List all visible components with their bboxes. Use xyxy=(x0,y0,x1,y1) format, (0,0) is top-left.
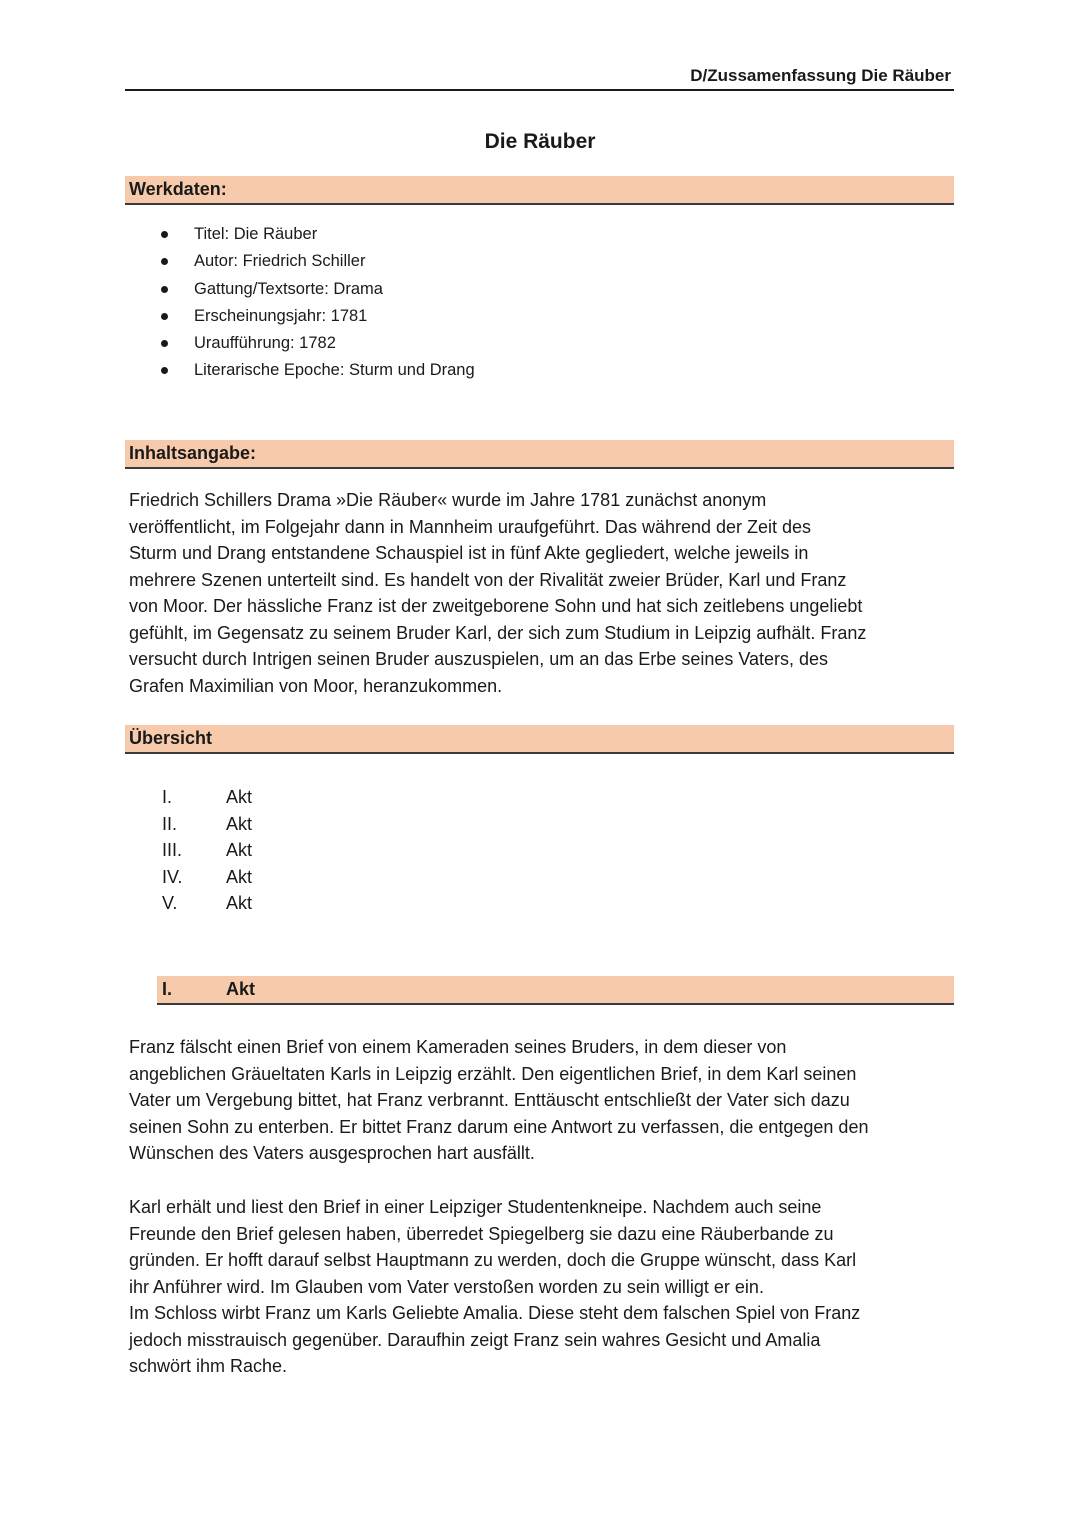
list-item: Literarische Epoche: Sturm und Drang xyxy=(158,358,475,385)
section-heading-uebersicht: Übersicht xyxy=(129,728,213,748)
list-item xyxy=(162,864,252,891)
list-item xyxy=(162,784,252,811)
act-label: Akt xyxy=(226,866,253,887)
header-path: D/Zussamenfassung Die Räuber xyxy=(690,66,951,85)
list-item: Titel: Die Räuber xyxy=(158,222,475,249)
list-item: Gattung/Textsorte: Drama xyxy=(158,277,475,304)
act-overview-list xyxy=(162,784,252,917)
list-item: Erscheinungsjahr: 1781 xyxy=(158,304,475,331)
inhaltsangabe-text: Friedrich Schillers Drama »Die Räuber« wurde im Jahre 1781 zunächst anonym veröffentlicht, im Folgejahr dann in Mannheim uraufgeführt. Das während der Zeit des Sturm und Drang entstandene Schauspiel ist in fünf Akte gegliedert, welche jeweils in mehrere Szenen unterteilt sind. Es handelt von der Rivalität zweier Brüder, Karl und Franz von Moor. Der hässliche Franz ist der zweitgeborene Sohn und hat sich zeitlebens ungeliebt gefühlt, im Gegensatz zu seinem Bruder Karl, der sich zum Studium in Leipzig aufhält. Franz versucht durch Intrigen seinen Bruder auszuspielen, um an das Erbe seines Vaters, des Grafen Maximilian von Moor, heranzukommen. xyxy=(129,490,867,696)
act-number: I. xyxy=(162,787,173,807)
section-inhaltsangabe xyxy=(125,440,954,469)
section-akt-1 xyxy=(157,976,954,1005)
section-uebersicht xyxy=(125,725,954,754)
act-label: Akt xyxy=(226,840,253,860)
act-number: V. xyxy=(162,893,178,913)
act-number: III. xyxy=(162,840,183,860)
act-label: Akt xyxy=(226,787,253,807)
section-werkdaten xyxy=(125,176,954,205)
header-divider xyxy=(125,89,954,91)
act-number: IV. xyxy=(162,866,183,887)
list-item xyxy=(162,837,252,864)
act-heading-number: I. xyxy=(162,979,173,999)
werkdaten-list xyxy=(158,222,475,386)
akt1-paragraph-1: Franz fälscht einen Brief von einem Kameraden seines Bruders, in dem dieser von angeblichen Gräueltaten Karls in Leipzig erzählt. Den eigentlichen Brief, in dem Karl seinen Vater um Vergebung bittet, hat Franz verbrannt. Enttäuscht entschließt der Vater sich dazu seinen Sohn zu enterben. Er bittet Franz darum eine Antwort zu verfassen, die entgegen den Wünschen des Vaters ausgesprochen hart ausfällt. xyxy=(129,1037,869,1163)
act-label: Akt xyxy=(226,893,253,913)
list-item xyxy=(162,811,252,838)
list-item: Autor: Friedrich Schiller xyxy=(158,249,475,276)
act-label: Akt xyxy=(226,813,253,834)
act-number: II. xyxy=(162,813,178,834)
section-heading-werkdaten: Werkdaten: xyxy=(129,179,227,199)
act-heading-label: Akt xyxy=(226,979,256,999)
section-heading-inhaltsangabe: Inhaltsangabe: xyxy=(129,443,257,463)
akt1-paragraph-2: Karl erhält und liest den Brief in einer Leipziger Studentenkneipe. Nachdem auch seine Freunde den Brief gelesen haben, überredet Spiegelberg sie dazu eine Räuberbande zu gründen. Er hofft darauf selbst Hauptmann zu werden, doch die Gruppe wünscht, dass Karl ihr Anführer wird. Im Glauben vom Vater verstoßen worden zu sein willigt er ein. Im Schloss wirbt Franz um Karls Geliebte Amalia. Diese steht dem falschen Spiel von Franz jedoch misstrauisch gegenüber. Daraufhin zeigt Franz sein wahres Gesicht und Amalia schwört ihm Rache. xyxy=(129,1197,861,1376)
document-title: Die Räuber xyxy=(484,130,596,153)
list-item: Uraufführung: 1782 xyxy=(158,331,475,358)
list-item xyxy=(162,890,252,917)
